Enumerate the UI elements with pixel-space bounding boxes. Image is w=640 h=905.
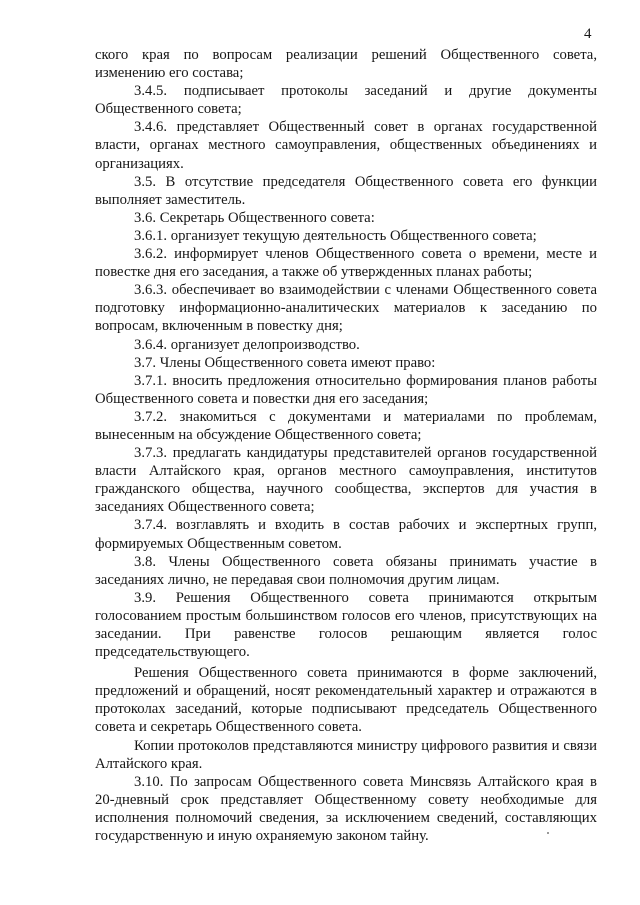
paragraph-3-4-5: 3.4.5. подписывает протоколы заседаний и другие документы Общественного совета; (95, 83, 597, 118)
paragraph-decisions-form: Решения Общественного совета принимаются в форме заключений, предложений и обращений, носят рекомендательный характер и отражаются в протоколах заседаний, которые подписывают председатель Общественного совета и секретарь Общественного совета. (95, 665, 597, 736)
paragraph-3-4-6: 3.4.6. представляет Общественный совет в органах государственной власти, органах местного самоуправления, общественных объединениях и организациях. (95, 119, 597, 172)
paragraph-3-6-1: 3.6.1. организует текущую деятельность Общественного совета; (134, 227, 537, 244)
paragraph-3-5: 3.5. В отсутствие председателя Общественного совета его функции выполняет заместитель. (95, 173, 597, 208)
paragraph-3-9: 3.9. Решения Общественного совета принимаются открытым голосованием простым большинством голосов его членов, присутствующих на заседании. При равенстве голосов решающим является голос председательствующего. (95, 589, 597, 661)
paragraph-3-8: 3.8. Члены Общественного совета обязаны принимать участие в заседаниях лично, не передавая свои полномочия другим лицам. (95, 553, 597, 588)
scan-speck (547, 832, 549, 834)
paragraph-3-6-2: 3.6.2. информирует членов Общественного совета о времени, месте и повестке дня его заседания, а также об утвержденных планах работы; (95, 246, 597, 281)
paragraph-3-6-3: 3.6.3. обеспечивает во взаимодействии с членами Общественного совета подготовку информационно-аналитических материалов к заседанию по вопросам, включенным в повестку дня; (95, 282, 597, 335)
paragraph-3-7-4: 3.7.4. возглавлять и входить в состав рабочих и экспертных групп, формируемых Общественным советом. (95, 517, 597, 552)
paragraph-protocol-copies: Копии протоколов представляются министру цифрового развития и связи Алтайского края. (95, 737, 597, 772)
paragraph-3-6: 3.6. Секретарь Общественного совета: (134, 209, 375, 226)
paragraph-continuation: ского края по вопросам реализации решений Общественного совета, изменению его состава; (95, 47, 597, 82)
paragraph-3-7: 3.7. Члены Общественного совета имеют право: (134, 354, 436, 371)
paragraph-3-10: 3.10. По запросам Общественного совета Минсвязь Алтайского края в 20-дневный срок представляет Общественному совету необходимые для исполнения полномочий сведения, за исключением сведений, составляющих государственную и иную охраняемую законом тайну. (95, 773, 597, 845)
paragraph-3-7-2: 3.7.2. знакомиться с документами и материалами по проблемам, вынесенным на обсуждение Общественного совета; (95, 408, 597, 443)
page-number: 4 (584, 26, 592, 42)
paragraph-3-7-3: 3.7.3. предлагать кандидатуры представителей органов государственной власти Алтайского края, органов местного самоуправления, институтов гражданского общества, научного сообщества, экспертов для участия в заседаниях Общественного совета; (95, 445, 597, 516)
paragraph-3-7-1: 3.7.1. вносить предложения относительно формирования планов работы Общественного совета и повестки дня его заседания; (95, 372, 597, 407)
paragraph-3-6-4: 3.6.4. организует делопроизводство. (134, 336, 360, 353)
document-body (95, 46, 597, 845)
